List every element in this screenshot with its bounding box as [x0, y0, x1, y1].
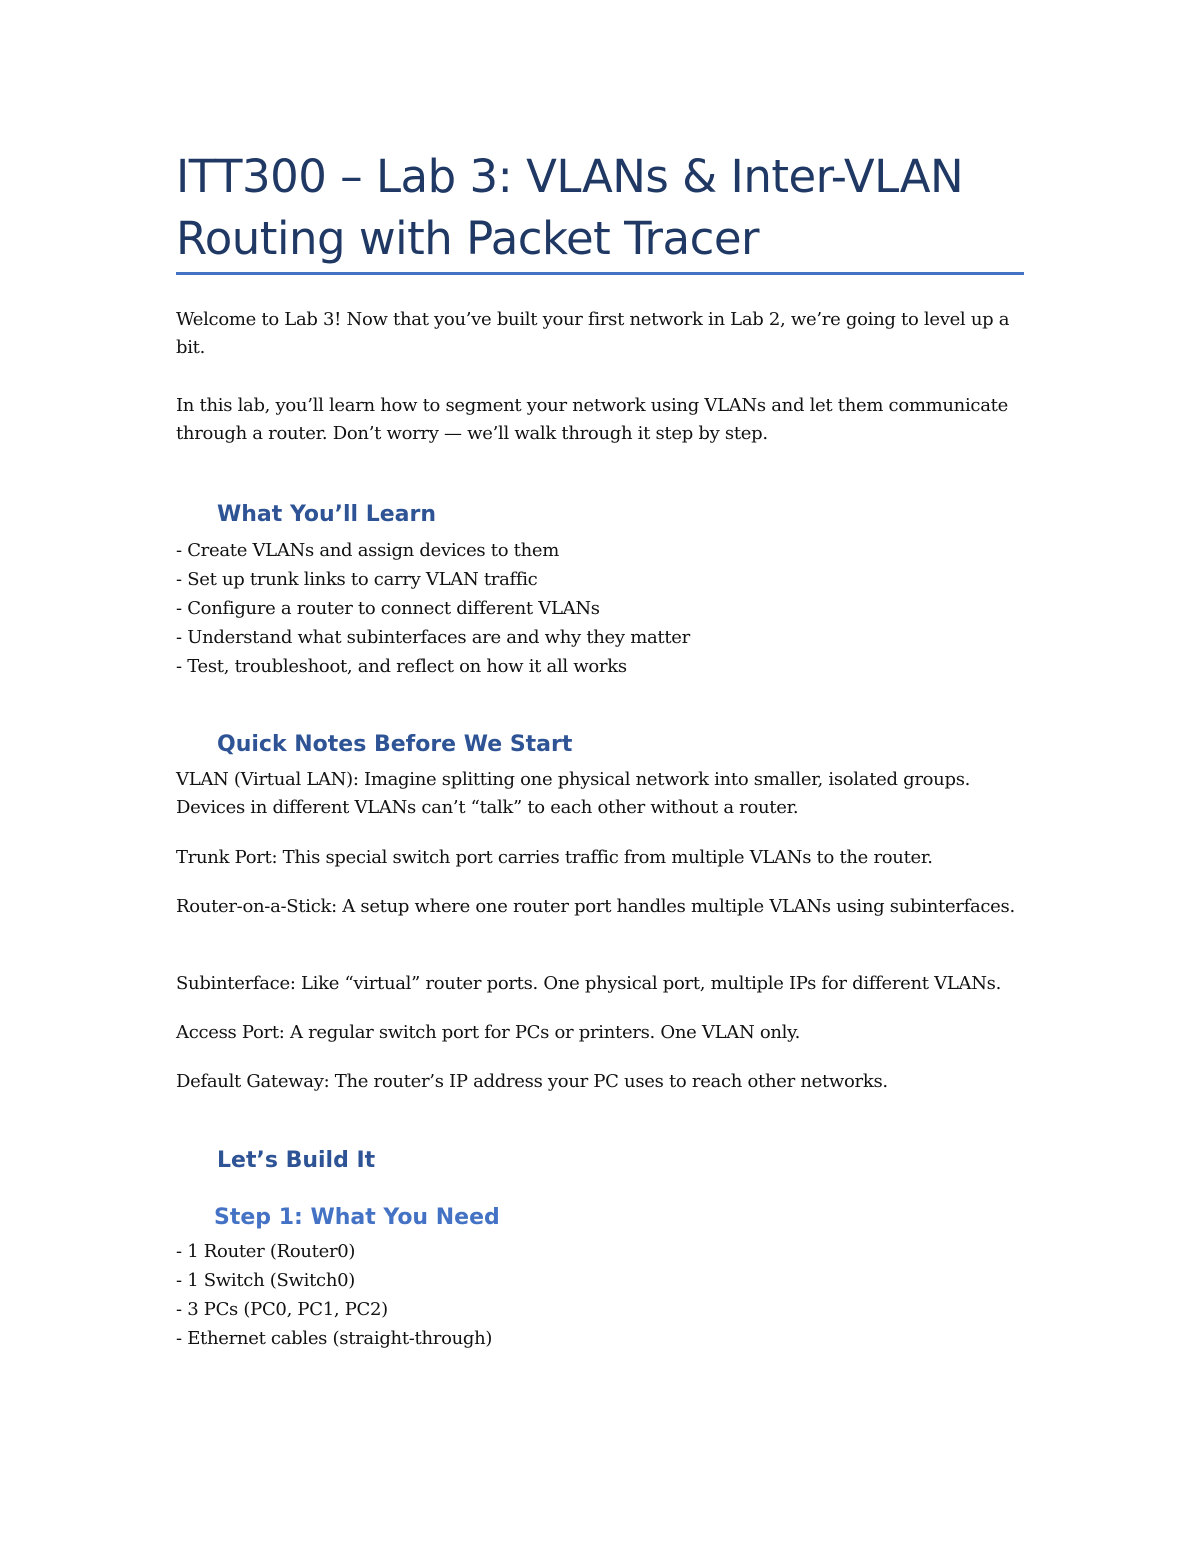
note-access-port: [176, 1019, 1036, 1047]
intro-text-2: In this lab, you’ll learn how to segment your network using VLANs and let them communicate through a router. Don’t worry — we’ll walk through it step by step.: [176, 395, 1008, 444]
list-item: - 1 Switch (Switch0): [176, 1270, 356, 1291]
note-vlan: [176, 766, 1036, 822]
learn-heading: What You’ll Learn: [217, 502, 437, 527]
list-item: - Ethernet cables (straight-through): [176, 1328, 493, 1349]
note-trunk: [176, 844, 1036, 872]
note-ros-text: Router-on-a-Stick: A setup where one router port handles multiple VLANs using subinterfaces.: [176, 896, 1015, 917]
note-subif-text: Subinterface: Like “virtual” router ports. One physical port, multiple IPs for different VLANs.: [176, 973, 1002, 994]
list-item: - Create VLANs and assign devices to them: [176, 540, 560, 561]
note-router-on-a-stick: [176, 893, 1036, 921]
step1-list: [176, 1237, 1036, 1353]
intro-text-1: Welcome to Lab 3! Now that you’ve built your first network in Lab 2, we’re going to level up a bit.: [176, 309, 1010, 358]
step1-heading: Step 1: What You Need: [214, 1205, 500, 1230]
list-item: - Set up trunk links to carry VLAN traffic: [176, 569, 538, 590]
list-item: - 3 PCs (PC0, PC1, PC2): [176, 1299, 388, 1320]
list-item: - 1 Router (Router0): [176, 1241, 356, 1262]
note-subinterface: [176, 970, 1036, 998]
list-item: - Configure a router to connect different VLANs: [176, 598, 600, 619]
note-default-gateway: [176, 1068, 1036, 1096]
page-title: ITT300 – Lab 3: VLANs & Inter-VLAN Routing with Packet Tracer: [176, 150, 964, 265]
intro-paragraph-1: [176, 306, 1036, 362]
learn-list: [176, 536, 1036, 681]
intro-paragraph-2: [176, 392, 1036, 448]
note-trunk-text: Trunk Port: This special switch port carries traffic from multiple VLANs to the router.: [176, 847, 933, 868]
note-access-text: Access Port: A regular switch port for PCs or printers. One VLAN only.: [176, 1022, 801, 1043]
list-item: - Test, troubleshoot, and reflect on how it all works: [176, 656, 627, 677]
note-gateway-text: Default Gateway: The router’s IP address your PC uses to reach other networks.: [176, 1071, 888, 1092]
note-vlan-text: VLAN (Virtual LAN): Imagine splitting one physical network into smaller, isolated groups. Devices in different VLANs can’t “talk” to each other without a router.: [176, 769, 971, 818]
notes-heading: Quick Notes Before We Start: [217, 732, 573, 757]
list-item: - Understand what subinterfaces are and why they matter: [176, 627, 690, 648]
build-heading: Let’s Build It: [217, 1148, 376, 1173]
title-underline: [176, 272, 1024, 275]
